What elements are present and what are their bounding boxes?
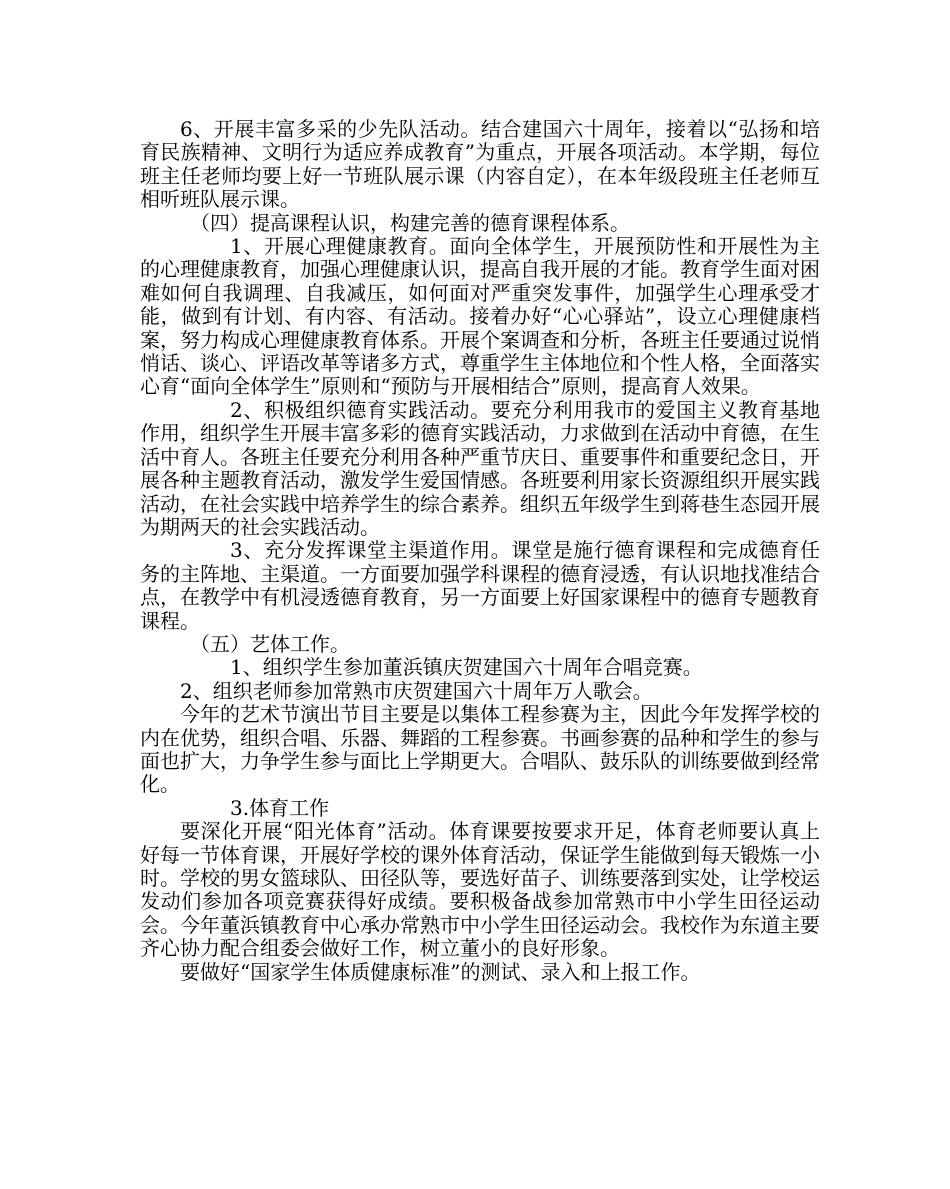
- section-heading-arts-sports: （五）艺体工作。: [190, 631, 350, 656]
- paragraph-pioneer-activities: 6、开展丰富多采的少先队活动。结合建国六十周年，接着以“弘扬和培育民族精神、文明行为适应养成教育”为重点，开展各项活动。本学期，每位班主任老师均要上好一节班队展示课（内容自定），在本年级段班主任老师互相听班队展示课。: [140, 117, 820, 212]
- paragraph-fitness-standard: 要做好“国家学生体质健康标准”的测试、录入和上报工作。: [180, 959, 701, 984]
- document-body: [140, 118, 820, 984]
- paragraph-practice-activities: 2、积极组织德育实践活动。要充分利用我市的爱国主义教育基地作用，组织学生开展丰富多彩的德育实践活动，力求做到在活动中育德，在生活中育人。各班主任要充分利用各种严重节庆日、重要事件和重要纪念日，开展各种主题教育活动，激发学生爱国情感。各班要利用家长资源组织开展实践活动，在社会实践中培养学生的综合素养。组织五年级学生到蒋巷生态园开展为期两天的社会实践活动。: [140, 397, 820, 539]
- paragraph-student-choir: 1、组织学生参加董浜镇庆贺建国六十周年合唱竞赛。: [230, 655, 703, 680]
- section-heading-moral-curriculum: （四）提高课程认识，构建完善的德育课程体系。: [190, 210, 630, 235]
- subheading-sports-work: 3.体育工作: [230, 795, 330, 820]
- paragraph-classroom-channel: 3、充分发挥课堂主渠道作用。课堂是施行德育课程和完成德育任务的主阵地、主渠道。一方面要加强学科课程的德育浸透，有认识地找准结合点，在教学中有机浸透德育教育，另一方面要上好国家课程中的德育专题教育课程。: [140, 538, 820, 633]
- paragraph-sunshine-sports: 要深化开展“阳光体育”活动。体育课要按要求开足，体育老师要认真上好每一节体育课，开展好学校的课外体育活动，保证学生能做到每天锻炼一小时。学校的男女篮球队、田径队等，要选好苗子、训练要落到实处，让学校运发动们参加各项竞赛获得好成绩。要积极备战参加常熟市中小学生田径运动会。今年董浜镇教育中心承办常熟市中小学生田径运动会。我校作为东道主要齐心协力配合组委会做好工作，树立董小的良好形象。: [140, 819, 820, 961]
- paragraph-art-festival: 今年的艺术节演出节目主要是以集体工程参赛为主，因此今年发挥学校的内在优势，组织合唱、乐器、舞蹈的工程参赛。书画参赛的品种和学生的参与面也扩大，力争学生参与面比上学期更大。合唱队、鼓乐队的训练要做到经常化。: [140, 702, 820, 797]
- paragraph-mental-health: 1、开展心理健康教育。面向全体学生，开展预防性和开展性为主的心理健康教育，加强心理健康认识，提高自我开展的才能。教育学生面对困难如何自我调理、自我减压，如何面对严重突发事件，加强学生心理承受才能，做到有计划、有内容、有活动。接着办好“心心驿站”，设立心理健康档案，努力构成心理健康教育体系。开展个案调查和分析，各班主任要通过说悄悄话、谈心、评语改革等诸多方式，尊重学生主体地位和个性人格，全面落实心育“面向全体学生”原则和“预防与开展相结合”原则，提高育人效果。: [140, 234, 820, 399]
- paragraph-teacher-song-meeting: 2、组织老师参加常熟市庆贺建国六十周年万人歌会。: [180, 678, 653, 703]
